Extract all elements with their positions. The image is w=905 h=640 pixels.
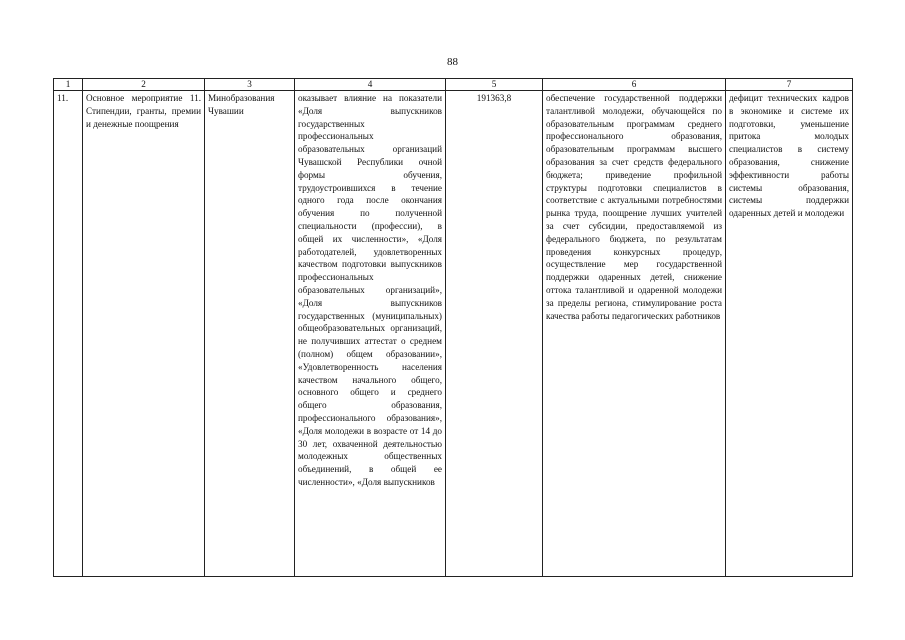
- column-number-4: 4: [295, 79, 446, 91]
- executor-cell: [205, 91, 295, 577]
- table-header-row: [54, 79, 853, 91]
- table-row: [54, 91, 853, 577]
- results-text: обеспечение государственной поддержки талантливой молодежи, обучающейся по образовательным программам среднего профессионального образования, образовательным программам высшего образования за счет средств федерального бюджета; приведение профильной структуры подготовки специалистов в соответствие с актуальными потребностями рынка труда, поощрение лучших учителей за счет субсидии, предоставляемой из федерального бюджета, по результатам проведения конкурсных процедур, осуществление мер государственной поддержки одаренных детей, снижение оттока талантливой и одаренной молодежи за пределы региона, стимулирование роста качества работы педагогических работников: [546, 93, 722, 321]
- column-number-3: 3: [205, 79, 295, 91]
- risks-cell: [726, 91, 853, 577]
- event-name: Основное мероприятие 11. Стипендии, гранты, премии и денежные поощрения: [86, 93, 201, 129]
- column-number-5: 5: [446, 79, 543, 91]
- risks-text: дефицит технических кадров в экономике и системе их подготовки, уменьшение притока молодых специалистов в систему образования, снижение эффективности работы системы образования, системы поддержки одаренных детей и молодежи: [729, 93, 849, 219]
- column-number-1: 1: [54, 79, 83, 91]
- executor: Минобразования Чувашии: [208, 93, 275, 116]
- indicators-cell: [295, 91, 446, 577]
- page-number: 88: [447, 56, 458, 68]
- amount-value: 191363,8: [476, 93, 512, 103]
- event-name-cell: [83, 91, 205, 577]
- column-number-2: 2: [83, 79, 205, 91]
- indicators-text: оказывает влияние на показатели «Доля выпускников государственных профессиональных образовательных организаций Чувашской Республики очной формы обучения, трудоустроившихся в течение одного года после окончания обучения по полученной специальности (профессии), в общей их численности», «Доля работодателей, удовлетворенных качеством подготовки выпускников профессиональных образовательных организаций», «Доля выпускников государственных (муниципальных) общеобразовательных организаций, не получивших аттестат о среднем (полном) общем образовании», «Удовлетворенность населения качеством начального общего, основного общего и среднего общего образования, профессионального образования», «Доля молодежи в возрасте от 14 до 30 лет, охваченной деятельностью молодежных общественных объединений, в общей ее численности», «Доля выпускников: [298, 93, 442, 487]
- row-number: 11.: [54, 91, 83, 577]
- program-table: [53, 78, 853, 577]
- column-number-7: 7: [726, 79, 853, 91]
- amount-cell: [446, 91, 543, 577]
- results-cell: [543, 91, 726, 577]
- column-number-6: 6: [543, 79, 726, 91]
